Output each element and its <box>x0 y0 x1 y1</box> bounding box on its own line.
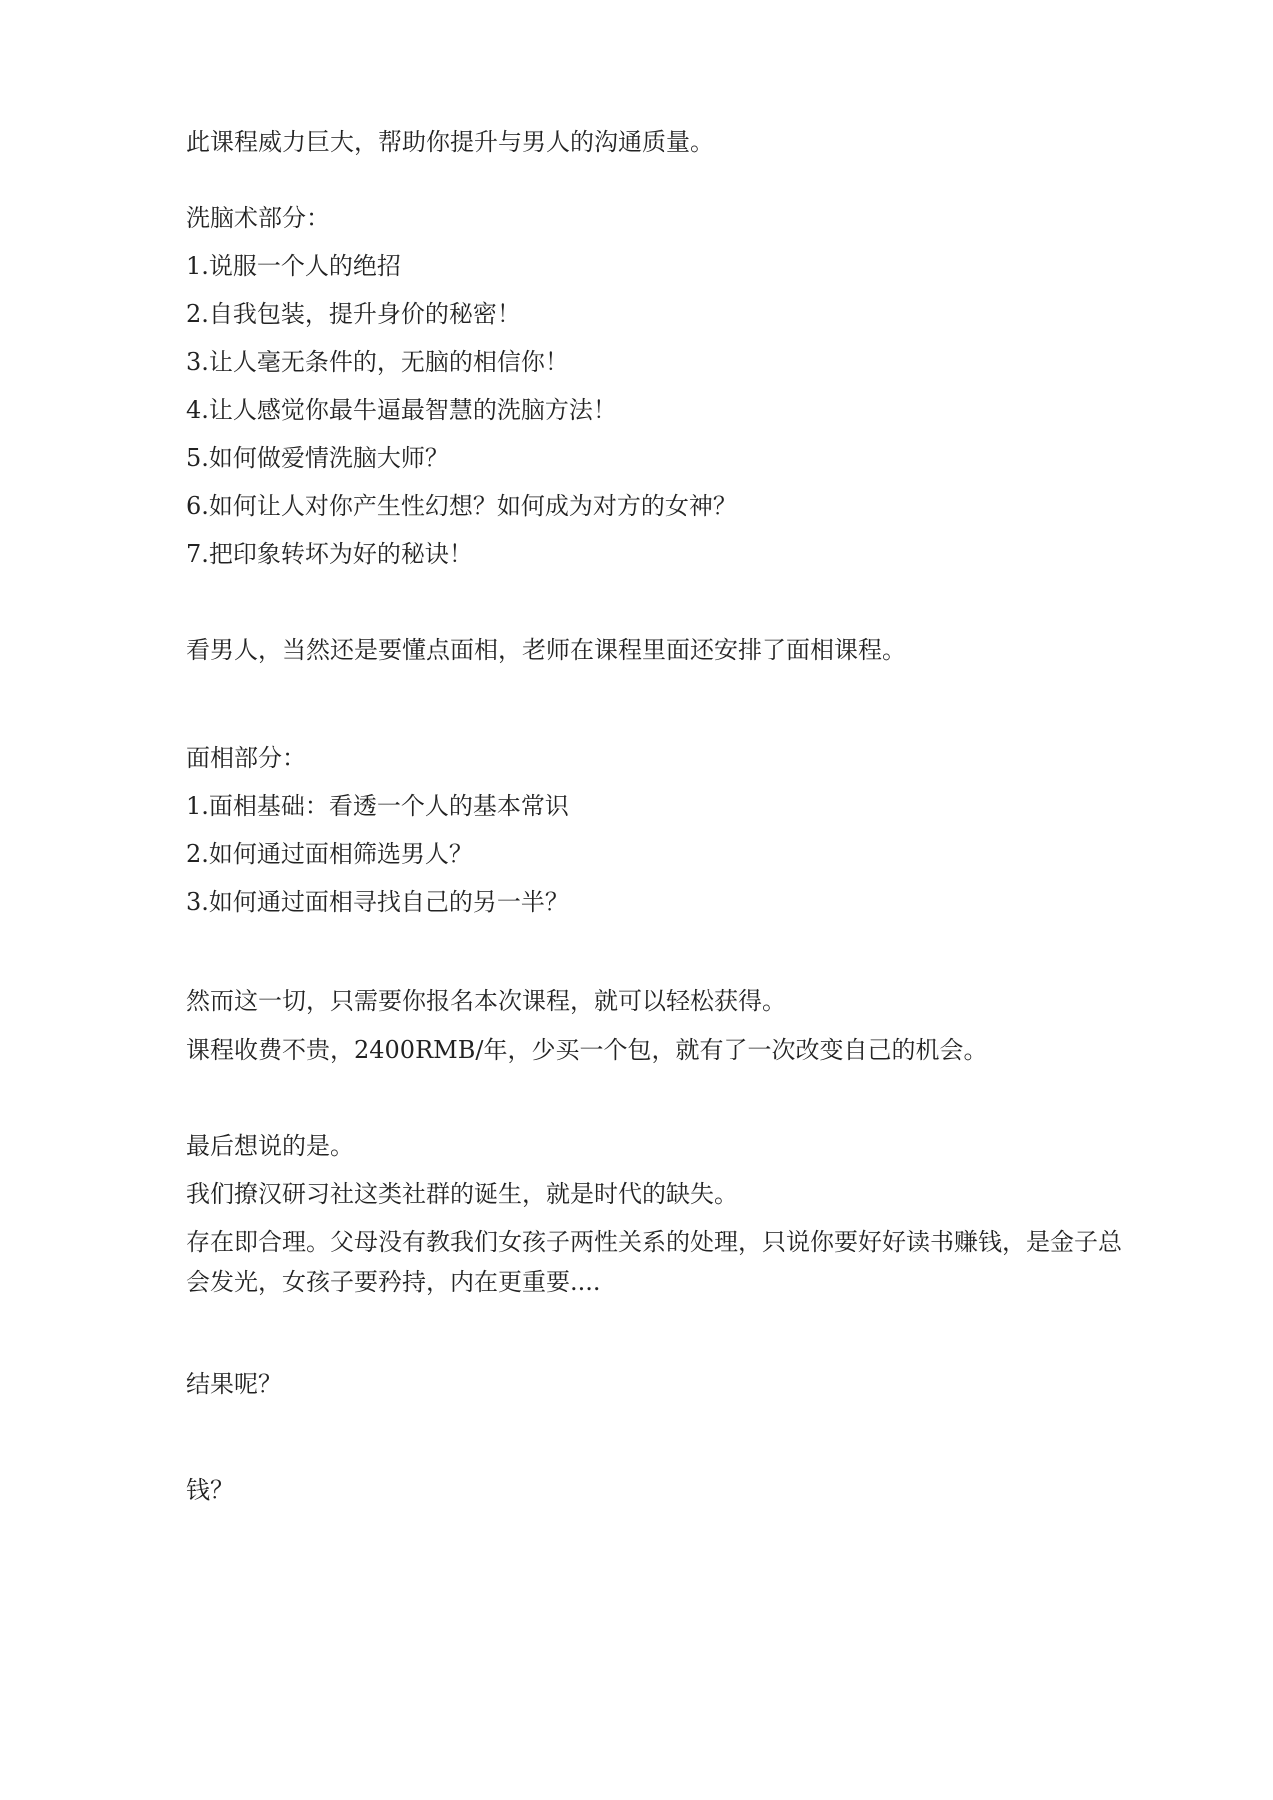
brainwash-item: 4.让人感觉你最牛逼最智慧的洗脑方法！ <box>186 396 617 424</box>
result-question: 结果呢？ <box>186 1370 282 1398</box>
closing-intro: 最后想说的是。 <box>186 1132 354 1160</box>
brainwash-item: 7.把印象转坏为好的秘诀！ <box>186 540 473 568</box>
face-heading: 面相部分： <box>186 744 306 772</box>
brainwash-item: 1.说服一个人的绝招 <box>186 252 401 280</box>
money-question: 钱？ <box>186 1476 234 1504</box>
face-intro-paragraph: 看男人，当然还是要懂点面相，老师在课程里面还安排了面相课程。 <box>186 636 906 664</box>
brainwash-item: 5.如何做爱情洗脑大师？ <box>186 444 449 472</box>
brainwash-item: 2.自我包装，提升身价的秘密！ <box>186 300 521 328</box>
intro-paragraph: 此课程威力巨大，帮助你提升与男人的沟通质量。 <box>186 128 714 156</box>
closing-paragraph: 我们撩汉研习社这类社群的诞生，就是时代的缺失。 <box>186 1180 738 1208</box>
face-item: 2.如何通过面相筛选男人？ <box>186 840 473 868</box>
face-item: 3.如何通过面相寻找自己的另一半？ <box>186 888 569 916</box>
closing-paragraph-long: 存在即合理。父母没有教我们女孩子两性关系的处理，只说你要好好读书赚钱，是金子总会发光，女孩子要矜持，内在更重要.... <box>186 1228 1122 1296</box>
brainwash-heading: 洗脑术部分： <box>186 204 330 232</box>
price-paragraph: 课程收费不贵，2400RMB/年，少买一个包，就有了一次改变自己的机会。 <box>186 1036 988 1064</box>
brainwash-item: 3.让人毫无条件的，无脑的相信你！ <box>186 348 569 376</box>
signup-paragraph: 然而这一切，只需要你报名本次课程，就可以轻松获得。 <box>186 987 786 1015</box>
face-item: 1.面相基础：看透一个人的基本常识 <box>186 792 569 820</box>
brainwash-item: 6.如何让人对你产生性幻想？如何成为对方的女神？ <box>186 492 737 520</box>
